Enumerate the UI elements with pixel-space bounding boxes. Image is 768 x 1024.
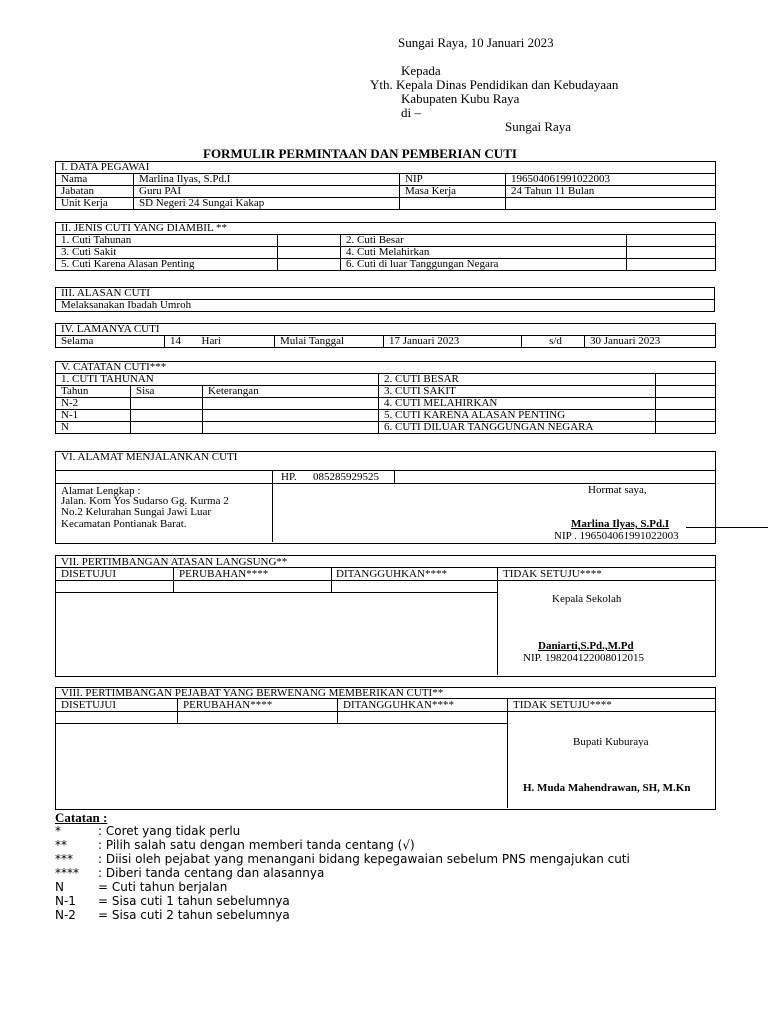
empty-cell [203,398,379,410]
section-catatan-cuti [55,361,716,434]
catatan-key: * [55,824,61,838]
empty-cell [131,422,203,434]
catatan-key: N-2 [55,908,76,922]
col-perubahan: PERUBAHAN**** [179,568,269,580]
unit-kerja-value: SD Negeri 24 Sungai Kakap [134,198,400,210]
col-tidak-setuju: TIDAK SETUJU**** [513,699,612,711]
catatan-right-label: 2. CUTI BESAR [379,374,656,386]
row-year: N [56,422,131,434]
form-title: FORMULIR PERMINTAAN DAN PEMBERIAN CUTI [203,146,517,161]
check-box[interactable] [278,247,341,259]
letter-kepada: Kepada [401,63,441,78]
atasan-jabatan: Kepala Sekolah [552,593,622,605]
section-data-pegawai [55,161,716,210]
empty-cell [656,398,716,410]
empty-cell [656,386,716,398]
empty-cell [400,198,506,210]
empty-cell [203,422,379,434]
catatan-key: N [55,880,64,894]
jenis-cuti-option: 6. Cuti di luar Tanggungan Negara [341,259,627,271]
nip-label: NIP [400,174,506,186]
nama-label: Nama [56,174,134,186]
empty-cell [656,410,716,422]
jenis-cuti-option: 5. Cuti Karena Alasan Penting [56,259,278,271]
jenis-cuti-option: 1. Cuti Tahunan [56,235,278,247]
check-box[interactable] [627,247,716,259]
col-ditangguhkan: DITANGGUHKAN**** [336,568,447,580]
catatan-key: *** [55,852,73,866]
check-box[interactable] [278,235,341,247]
section-header: II. JENIS CUTI YANG DIAMBIL ** [56,223,716,235]
catatan-key: **** [55,866,79,880]
section-header: III. ALASAN CUTI [56,288,715,300]
col-sisa: Sisa [131,386,203,398]
catatan-right-label: 3. CUTI SAKIT [379,386,656,398]
jumlah-hari: 14 [165,336,197,348]
letter-city: Sungai Raya [505,119,572,134]
section-alasan-cuti [55,287,715,312]
sampai-value: 30 Januari 2023 [585,336,716,348]
catatan-text: : Pilih salah satu dengan memberi tanda centang (√) [98,838,415,852]
pemohon-name: Marlina Ilyas, S.Pd.I [571,518,670,530]
pemohon-nip: NIP . 196504061991022003 [554,530,679,542]
catatan-key: N-1 [55,894,76,908]
atasan-nip: NIP. 198204122008012015 [523,652,645,664]
mulai-value: 17 Januari 2023 [384,336,522,348]
alamat-line: Jalan. Kom Yos Sudarso Gg. Kurma 2 [61,495,229,507]
mulai-label: Mulai Tanggal [275,336,384,348]
section-header: IV. LAMANYA CUTI [56,324,716,336]
nama-value: Marlina Ilyas, S.Pd.I [134,174,400,186]
section-header: VII. PERTIMBANGAN ATASAN LANGSUNG** [61,556,288,568]
section-header: VIII. PERTIMBANGAN PEJABAT YANG BERWENANG MEMBERIKAN CUTI** [61,687,444,699]
letter-date: Sungai Raya, 10 Januari 2023 [398,35,554,50]
check-box[interactable] [627,235,716,247]
empty-cell [656,374,716,386]
col-keterangan: Keterangan [203,386,379,398]
hp-label: HP. [281,471,297,483]
alamat-line: Alamat Lengkap : [61,485,141,497]
empty-cell [131,410,203,422]
selama-label: Selama [56,336,165,348]
unit-kerja-label: Unit Kerja [56,198,134,210]
nip-value: 196504061991022003 [506,174,716,186]
pejabat-name: H. Muda Mahendrawan, SH, M.Kn [523,782,691,794]
catatan-right-label: 4. CUTI MELAHIRKAN [379,398,656,410]
empty-cell [506,198,716,210]
catatan-text: = Sisa cuti 1 tahun sebelumnya [98,894,290,908]
alamat-line: No.2 Kelurahan Sungai Jawi Luar [61,506,211,518]
catatan-text: = Sisa cuti 2 tahun sebelumnya [98,908,290,922]
catatan-right-label: 6. CUTI DILUAR TANGGUNGAN NEGARA [379,422,656,434]
letter-kabupaten: Kabupaten Kubu Raya [401,91,520,106]
catatan-text: : Coret yang tidak perlu [98,824,241,838]
atasan-name: Daniarti,S.Pd.,M.Pd [538,640,634,652]
letter-recipient: Yth. Kepala Dinas Pendidikan dan Kebudayaan [370,77,619,92]
col-perubahan: PERUBAHAN**** [183,699,273,711]
alasan-value: Melaksanakan Ibadah Umroh [56,300,715,312]
check-box[interactable] [278,259,341,271]
catatan-key: ** [55,838,67,852]
masa-kerja-label: Masa Kerja [400,186,506,198]
signature-line [686,527,768,528]
jenis-cuti-option: 4. Cuti Melahirkan [341,247,627,259]
satuan-label: Hari [197,336,275,348]
sd-label: s/d [522,336,585,348]
catatan-text: = Cuti tahun berjalan [98,880,228,894]
catatan-right-label: 5. CUTI KARENA ALASAN PENTING [379,410,656,422]
section-header: I. DATA PEGAWAI [56,162,716,174]
catatan-text: : Diberi tanda centang dan alasannya [98,866,325,880]
empty-cell [131,398,203,410]
check-box[interactable] [627,259,716,271]
pejabat-jabatan: Bupati Kuburaya [573,736,649,748]
col-tidak-setuju: TIDAK SETUJU**** [503,568,602,580]
letter-di: di – [401,105,421,120]
row-year: N-2 [56,398,131,410]
cuti-tahunan-label: 1. CUTI TAHUNAN [56,374,379,386]
jabatan-value: Guru PAI [134,186,400,198]
hormat-saya: Hormat saya, [588,484,647,496]
row-year: N-1 [56,410,131,422]
empty-cell [203,410,379,422]
col-tahun: Tahun [56,386,131,398]
col-disetujui: DISETUJUI [61,699,116,711]
empty-cell [656,422,716,434]
hp-value: 085285929525 [313,471,379,483]
alamat-line: Kecamatan Pontianak Barat. [61,518,187,530]
section-lamanya-cuti [55,323,716,348]
masa-kerja-value: 24 Tahun 11 Bulan [506,186,716,198]
section-header: VI. ALAMAT MENJALANKAN CUTI [61,451,238,463]
jenis-cuti-option: 2. Cuti Besar [341,235,627,247]
jenis-cuti-option: 3. Cuti Sakit [56,247,278,259]
jabatan-label: Jabatan [56,186,134,198]
catatan-text: : Diisi oleh pejabat yang menangani bidang kepegawaian sebelum PNS mengajukan cuti [98,852,630,866]
catatan-title: Catatan : [55,810,108,825]
col-disetujui: DISETUJUI [61,568,116,580]
section-header: V. CATATAN CUTI*** [56,362,716,374]
col-ditangguhkan: DITANGGUHKAN**** [343,699,454,711]
section-jenis-cuti [55,222,716,271]
